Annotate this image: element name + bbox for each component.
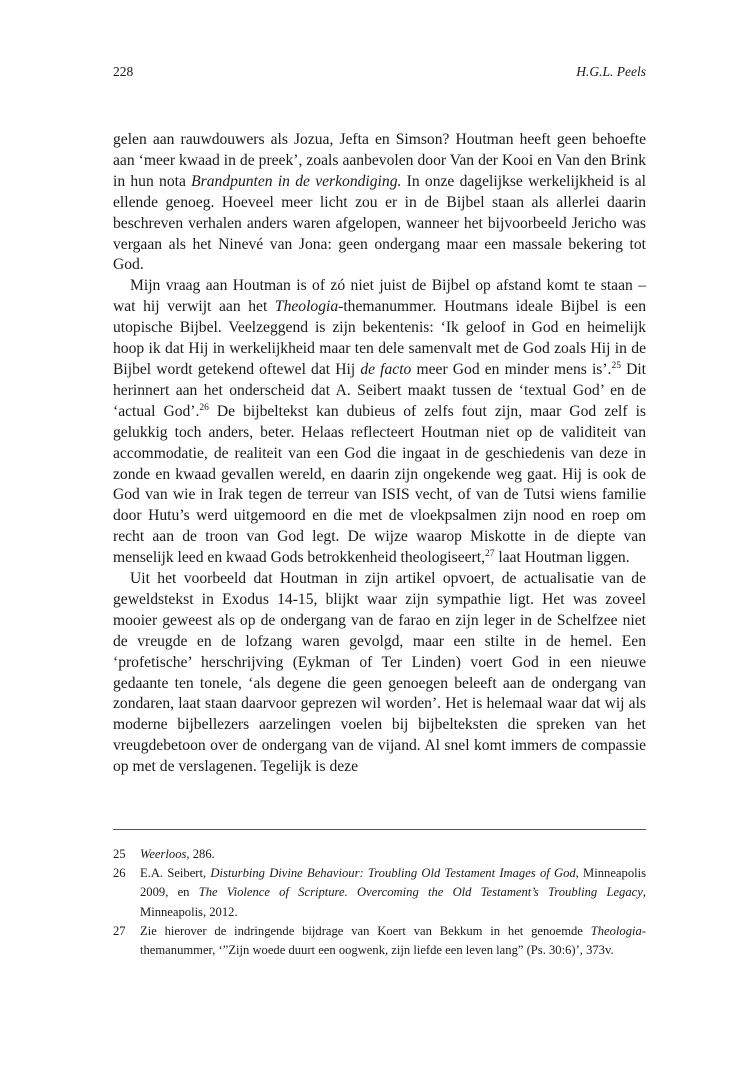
italic-title: Disturbing Divine Behaviour: Troubling Old Testament Images of God bbox=[210, 866, 576, 881]
footnote-number: 26 bbox=[113, 866, 126, 881]
italic-title: The Violence of Scripture. Overcoming the Old Testament’s Troubling Legacy bbox=[198, 885, 643, 900]
footnote-ref-25[interactable]: 25 bbox=[611, 360, 621, 371]
text-span: -themanummer, ‘”Zijn woede duurt een oogwenk, zijn liefde een leven lang” (Ps. 30:6)’, 373v. bbox=[140, 923, 646, 958]
italic-term: Theologia bbox=[590, 923, 642, 938]
body-text bbox=[113, 130, 646, 778]
paragraph-3 bbox=[113, 569, 646, 778]
footnotes bbox=[113, 845, 646, 960]
text-span: -themanummer. Houtmans ideale Bijbel is een utopische Bijbel. Veelzeggend is zijn bekentenis: ‘Ik geloof in God en heimelijk hoop ik dat Hij in werkelijkheid maar ten dele samenvalt met de God zoals Hij in de Bijbel wordt getekend oftewel dat Hij bbox=[113, 298, 646, 378]
running-head: H.G.L. Peels bbox=[576, 64, 646, 79]
italic-term: de facto bbox=[360, 360, 412, 378]
text-span: , Minneapolis, 2012. bbox=[140, 885, 646, 919]
text-span: Dit herinnert aan het onderscheid dat A. Seibert maakt tussen de ‘textual God’ en de ‘actual God’. bbox=[113, 360, 647, 420]
footnote-number: 25 bbox=[113, 847, 126, 861]
book-page bbox=[113, 0, 646, 1068]
page-header bbox=[113, 63, 646, 81]
paragraph-1 bbox=[113, 130, 646, 276]
page-number: 228 bbox=[113, 64, 134, 79]
footnote-25 bbox=[113, 845, 646, 864]
text-span: , Minneapolis 2009, en bbox=[140, 866, 647, 900]
text-span: laat Houtman liggen. bbox=[494, 549, 630, 567]
text-span: Mijn vraag aan Houtman is of zó niet juist de Bijbel op afstand komt te staan – wat hij verwijt aan het bbox=[113, 277, 646, 316]
text-span: Zie hierover de indringende bijdrage van Koert van Bekkum in het genoemde bbox=[140, 923, 591, 938]
footnote-ref-26[interactable]: 26 bbox=[199, 402, 209, 413]
paragraph-2 bbox=[113, 276, 646, 569]
footnote-ref-27[interactable]: 27 bbox=[484, 549, 495, 560]
italic-term: Theologia bbox=[274, 298, 339, 316]
text-span: Uit het voorbeeld dat Houtman in zijn artikel opvoert, de actualisatie van de geweldstekst in Exodus 14-15, blijkt waar zijn sympathie ligt. Het was zoveel mooier geweest als op de ondergang van de farao en zijn leger in de Schelfzee niet de vreugde en de lofzang waren gevolgd, maar een stilte in de hemel. Een ‘profetische’ herschrijving (Eykman of Ter Linden) voert God in een nieuwe gedaante ten tonele, ‘als degene die geen genoegen beleeft aan de ondergang van zondaren, laat staan daarvoor geprezen wil worden’. Het is helemaal waar dat wij als moderne bijbellezers aarzelingen voelen bij bijbelteksten die spreken van het vreugdebetoon over de ondergang van de vijand. Al snel komt immers de compassie op met de verslagenen. Tegelijk is deze bbox=[113, 570, 646, 776]
footnote-number: 27 bbox=[113, 923, 126, 938]
text-span: In onze dagelijkse werkelijkheid is al ellende genoeg. Hoeveel meer licht zou er in de Bijbel staan als allerlei daarin beschreven verhalen anders waren afgelopen, wanneer het bijvoorbeeld Jericho was vergaan als het Ninevé van Jona: geen ondergang maar een massale bekering tot God. bbox=[113, 172, 646, 274]
footnote-27 bbox=[113, 922, 646, 960]
italic-title: Weerloos bbox=[140, 847, 187, 861]
text-span: gelen aan rauwdouwers als Jozua, Jefta en Simson? Houtman heeft geen behoefte aan ‘meer kwaad in de preek’, zoals aanbevolen door Van der Kooi en Van den Brink in hun nota bbox=[113, 131, 646, 190]
footnote-divider bbox=[113, 829, 646, 830]
text-span: E.A. Seibert, bbox=[140, 866, 211, 881]
text-span: , 286. bbox=[186, 847, 215, 861]
footnote-26 bbox=[113, 864, 646, 922]
text-span: De bijbeltekst kan dubieus of zelfs fout zijn, maar God zelf is gelukkig toch anders, beter. Helaas reflecteert Houtman niet op de validiteit van accommodatie, de realiteit van een God die ingaat in de geschiedenis van deze in zonde en kwaad gevallen wereld, en daarin zijn ongekende weg gaat. Hij is ook de God van wie in Irak tegen de terreur van ISIS vecht, of van de Tutsi wiens familie door Hutu’s werd uitgemoord en die met de vloekpsalmen zijn nood en roep om recht aan de troon van God legt. De wijze waarop Miskotte in de diepte van menselijk leed en kwaad Gods betrokkenheid theologiseert, bbox=[113, 402, 646, 567]
text-span: meer God en minder mens is’. bbox=[411, 360, 612, 378]
italic-title: Brandpunten in de verkondiging. bbox=[191, 172, 402, 190]
